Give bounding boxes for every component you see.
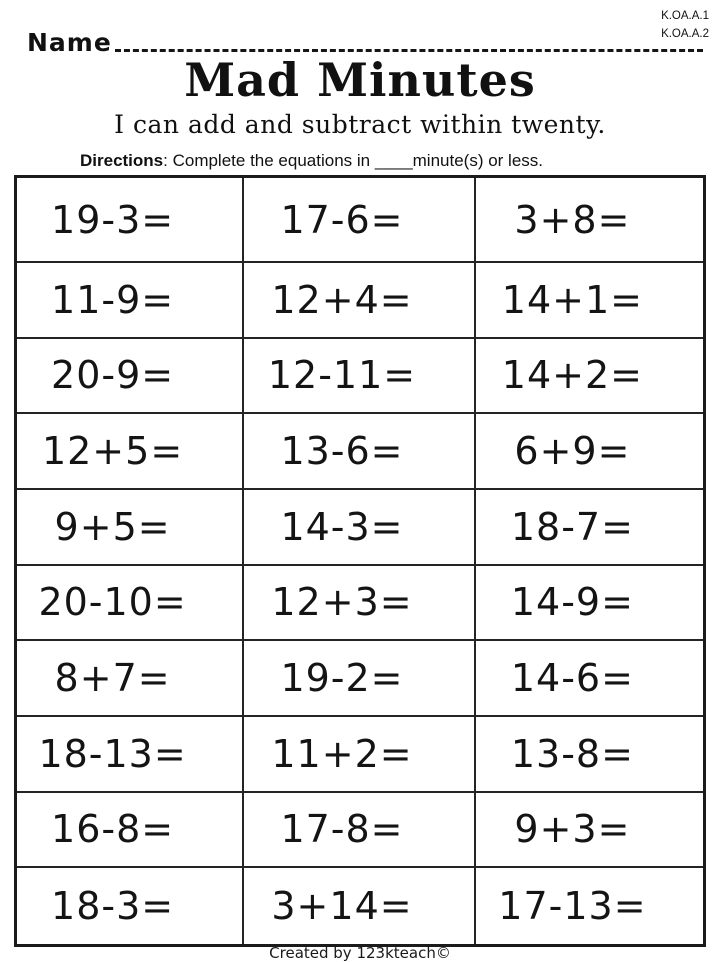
equation-cell: 12-11= bbox=[244, 339, 476, 415]
equation-cell: 19-3= bbox=[17, 178, 244, 263]
equation-cell: 3+14= bbox=[244, 868, 476, 944]
equation-cell: 17-6= bbox=[244, 178, 476, 263]
page-subtitle: I can add and subtract within twenty. bbox=[114, 110, 606, 139]
equation-cell: 6+9= bbox=[476, 414, 703, 490]
equation-cell: 8+7= bbox=[17, 641, 244, 717]
equation-cell: 14+2= bbox=[476, 339, 703, 415]
equation-cell: 9+5= bbox=[17, 490, 244, 566]
name-label: Name bbox=[27, 28, 112, 57]
equation-grid bbox=[14, 175, 706, 947]
directions-text: : Complete the equations in ____minute(s) or less. bbox=[163, 151, 544, 170]
equation-cell: 11+2= bbox=[244, 717, 476, 793]
footer-credit: Created by 123kteach© bbox=[269, 944, 451, 962]
equation-cell: 20-10= bbox=[17, 566, 244, 642]
equation-cell: 20-9= bbox=[17, 339, 244, 415]
equation-cell: 12+5= bbox=[17, 414, 244, 490]
standard-code-1: K.OA.A.1 bbox=[661, 10, 709, 22]
equation-cell: 13-8= bbox=[476, 717, 703, 793]
equation-cell: 14-3= bbox=[244, 490, 476, 566]
equation-cell: 11-9= bbox=[17, 263, 244, 339]
name-blank-line bbox=[115, 49, 703, 52]
equation-cell: 14-9= bbox=[476, 566, 703, 642]
equation-cell: 13-6= bbox=[244, 414, 476, 490]
directions-line bbox=[80, 151, 543, 171]
equation-cell: 19-2= bbox=[244, 641, 476, 717]
equation-cell: 18-7= bbox=[476, 490, 703, 566]
equation-cell: 16-8= bbox=[17, 793, 244, 869]
equation-cell: 18-13= bbox=[17, 717, 244, 793]
equation-cell: 17-8= bbox=[244, 793, 476, 869]
name-line bbox=[27, 30, 705, 55]
equation-cell: 12+3= bbox=[244, 566, 476, 642]
equation-cell: 12+4= bbox=[244, 263, 476, 339]
directions-label: Directions bbox=[80, 151, 164, 170]
equation-cell: 3+8= bbox=[476, 178, 703, 263]
standard-code-2: K.OA.A.2 bbox=[661, 28, 709, 40]
equation-cell: 18-3= bbox=[17, 868, 244, 944]
equation-cell: 9+3= bbox=[476, 793, 703, 869]
equation-cell: 17-13= bbox=[498, 884, 647, 929]
page-title: Mad Minutes bbox=[184, 53, 536, 107]
equation-cell: 14-6= bbox=[476, 641, 703, 717]
equation-cell: 14+1= bbox=[476, 263, 703, 339]
